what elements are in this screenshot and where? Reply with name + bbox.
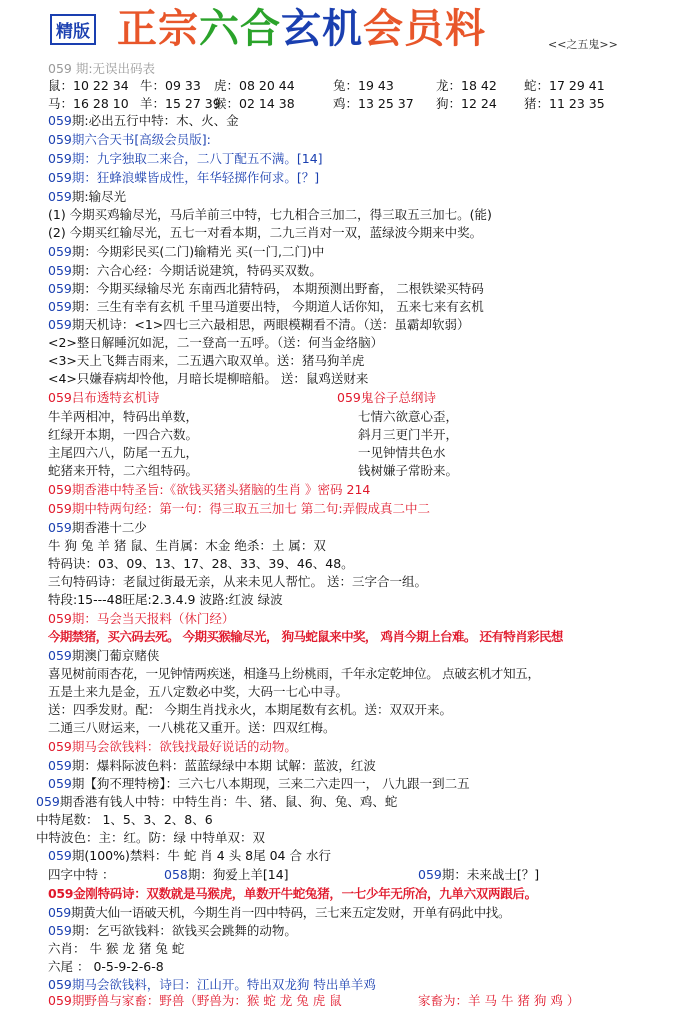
title-char: 合 xyxy=(240,5,281,52)
wave-color-line: 中特波色：主：红。防：绿 中特单双：双 xyxy=(36,830,265,845)
heaven-poem-1: 059期天机诗：<1>四七三六最相思，两眼模糊看不清。（送：虽霸却软弱） xyxy=(48,317,470,332)
forbidden-line: 059期(100%)禁料：牛 蛇 肖 4 头 8尾 04 合 水行 xyxy=(48,848,331,863)
special-code-line: 特码诀：03、09、13、17、28、33、39、46、48。 xyxy=(48,556,354,571)
zodiac-cell: 兔：19 43 xyxy=(333,78,394,93)
page-header xyxy=(0,0,690,60)
daily-report-text: 今期禁猪，买六码去死。 今期买猴输尽光， 狗马蛇鼠来中奖， 鸡肖今期上台难。 还有特肖彩民想 xyxy=(48,629,563,644)
guiguzi-poem-line: 七情六欲意心歪， xyxy=(358,409,459,424)
lubu-poem-line: 蛇猪来开特，二六组特码。 xyxy=(48,463,199,478)
beggar-riddle-line: 059期：乞丐欲钱料：欲钱买会跳舞的动物。 xyxy=(48,923,297,938)
four-word-current: 059期：未来战士[？] xyxy=(418,867,540,882)
vajra-poem-line: 059金刚特码诗：双数就是马猴虎，单数开牛蛇兔猪，一七少年无所冶，九单六双两跟后。 xyxy=(48,886,537,901)
title-char: 六 xyxy=(199,5,240,52)
four-word-label: 四字中特 ： xyxy=(48,867,115,882)
page-title xyxy=(117,6,486,52)
zodiac-cell: 马：16 28 10 xyxy=(48,96,129,111)
five-elements-line: 059期:必出五行中特：木、火、金 xyxy=(48,113,239,128)
zodiac-cell: 狗：12 24 xyxy=(436,96,497,111)
title-char: 机 xyxy=(322,5,363,52)
macau-poem-3: 送：四季发财。配： 今期生肖找永火，本期尾数有玄机。送：双双开来。 xyxy=(48,702,452,717)
jiangshan-line: 059期马会欲钱料，诗曰：江山开。特出双龙狗 特出单羊鸡 xyxy=(48,977,376,992)
zodiac-cell: 牛：09 33 xyxy=(140,78,201,93)
zodiac-cell: 鸡：13 25 37 xyxy=(333,96,414,111)
money-riddle-line: 059期马会欲钱料：欲钱找最好说话的动物。 xyxy=(48,739,297,754)
author-signature: <<之五鬼>> xyxy=(548,38,618,51)
six-tails-line: 六尾 ： 0-5-9-2-6-8 xyxy=(48,959,164,974)
zodiac-cell: 蛇：17 29 41 xyxy=(524,78,605,93)
daily-report-heading: 059期：马会当天报料（休门经） xyxy=(48,611,235,626)
heart-sutra-line: 059期：六合心经：今期话说建筑，特码买双数。 xyxy=(48,263,322,278)
livestock-list: 家畜为：羊 马 牛 猪 狗 鸡 ） xyxy=(418,993,580,1008)
three-lives-line: 059期：三生有幸有玄机 千里马道要出特， 今期道人话你知， 五来七来有玄机 xyxy=(48,299,484,314)
segment-line: 特段:15---48旺尾:2.3.4.9 波路:红波 绿波 xyxy=(48,592,283,607)
six-zodiacs-line: 六肖： 牛 猴 龙 猪 兔 蛇 xyxy=(48,941,185,956)
lose-all-heading: 059期:输尽光 xyxy=(48,189,127,204)
nine-word-line: 059期：九字独取二来合，二八丁配五不满。[14] xyxy=(48,151,323,166)
zodiac-cell: 羊：15 27 39 xyxy=(140,96,221,111)
zodiac-table-caption: 059 期:无误出码表 xyxy=(48,61,156,76)
four-word-prev: 058期：狗爱上羊[14] xyxy=(164,867,289,882)
title-char: 玄 xyxy=(281,5,322,52)
heaven-poem-4: <4>只嫌春病却怜他，月暗长堤柳暗船。 送：鼠鸡送财来 xyxy=(48,371,369,386)
lubu-poem-line: 牛羊两相冲，特码出单数， xyxy=(48,409,199,424)
lose-all-item-2: (2) 今期买红输尽光，五七一对看本期，二九三肖对一双，蓝绿波今期来中奖。 xyxy=(48,225,483,240)
edition-badge: 精版 xyxy=(50,14,96,45)
title-char: 会 xyxy=(363,5,404,52)
guiguzi-poem-title: 059鬼谷子总纲诗 xyxy=(337,390,436,405)
hk-decree-line: 059期香港中特圣旨:《欲钱买猪头猪脑的生肖 》密码 214 xyxy=(48,482,371,497)
macau-poem-2: 五是土来九是金，五八定数必中奖，大码一七心中寻。 xyxy=(48,684,349,699)
title-char: 料 xyxy=(445,5,486,52)
zodiac-cell: 猪：11 23 35 xyxy=(524,96,605,111)
bee-butterfly-line: 059期：狂蜂浪蝶皆成性，年华轻掷作何求。[？] xyxy=(48,170,320,185)
zodiac-cell: 龙：18 42 xyxy=(436,78,497,93)
dog-list-line: 059期【狗不理特榜】：三六七八本期现，三来二六走四一， 八九跟一到二五 xyxy=(48,776,470,791)
guiguzi-poem-line: 钱树嫌子常盼来。 xyxy=(358,463,459,478)
hk-twelve-zodiacs: 牛 狗 兔 羊 猪 鼠、生肖属：木金 绝杀：土 属：双 xyxy=(48,538,326,553)
wong-tai-sin-line: 059期黄大仙一语破天机，今期生肖一四中特码，三七来五定发财，开单有码此中找。 xyxy=(48,905,511,920)
heaven-poem-3: <3>天上飞舞吉雨来，二五遇六取双单。送：猪马狗羊虎 xyxy=(48,353,365,368)
title-char: 宗 xyxy=(158,5,199,52)
rich-man-line: 059期香港有钱人中特：中特生肖：牛、猪、鼠、狗、兔、鸡、蛇 xyxy=(36,794,398,809)
lubu-poem-line: 主尾四六八，防尾一五九， xyxy=(48,445,199,460)
title-char: 正 xyxy=(117,5,158,52)
guiguzi-poem-line: 一见钟情共色水 xyxy=(358,445,446,460)
liuhe-tianshu-line: 059期六合天书[高级会员版]: xyxy=(48,132,211,147)
tail-numbers-line: 中特尾数： 1、5、3、2、8、6 xyxy=(36,812,213,827)
guiguzi-poem-line: 斜月三更门半开， xyxy=(358,427,459,442)
heaven-poem-2: <2>整日解睡沉如泥，二一登高一五呼。（送：何当金络脑） xyxy=(48,335,384,350)
zodiac-cell: 虎：08 20 44 xyxy=(214,78,295,93)
three-verse-line: 三句特码诗：老鼠过街最无亲，从来未见人帮忙。 送：三字合一组。 xyxy=(48,574,427,589)
beast-livestock-line: 059期野兽与家畜：野兽（野兽为：猴 蛇 龙 兔 虎 鼠 xyxy=(48,993,342,1008)
zodiac-cell: 鼠：10 22 34 xyxy=(48,78,129,93)
color-leak-line: 059期：爆料际波色料：蓝蓝绿绿中本期 试解：蓝波，红波 xyxy=(48,758,376,773)
lubu-poem-title: 059吕布透特玄机诗 xyxy=(48,390,160,405)
zodiac-cell: 猴：02 14 38 xyxy=(214,96,295,111)
green-line: 059期：今期买绿输尽光 东南西北猜特码， 本期预测出野畜， 二根铁梁买特码 xyxy=(48,281,484,296)
lose-all-doors-line: 059期：今期彩民买(二门)输精光 买(一门,二门)中 xyxy=(48,244,325,259)
title-char: 员 xyxy=(404,5,445,52)
macau-poem-1: 喜见树前雨杏花，一见钟情两疾迷，相逢马上纷桃雨，千年永定乾坤位。 点破玄机才知五， xyxy=(48,666,540,681)
macau-heading: 059期澳门葡京赌侠 xyxy=(48,648,160,663)
hk-twelve-heading: 059期香港十二少 xyxy=(48,520,147,535)
macau-poem-4: 二通三八财运来，一八桃花又重开。送：四双红梅。 xyxy=(48,720,336,735)
lose-all-item-1: (1) 今期买鸡输尽光，马后羊前三中特，七九相合三加二，得三取五三加七。(能) xyxy=(48,207,492,222)
two-sentence-line: 059期中特两句经：第一句：得三取五三加七 第二句:弄假成真二中二 xyxy=(48,501,431,516)
lubu-poem-line: 红绿开本期，一四合六数。 xyxy=(48,427,199,442)
